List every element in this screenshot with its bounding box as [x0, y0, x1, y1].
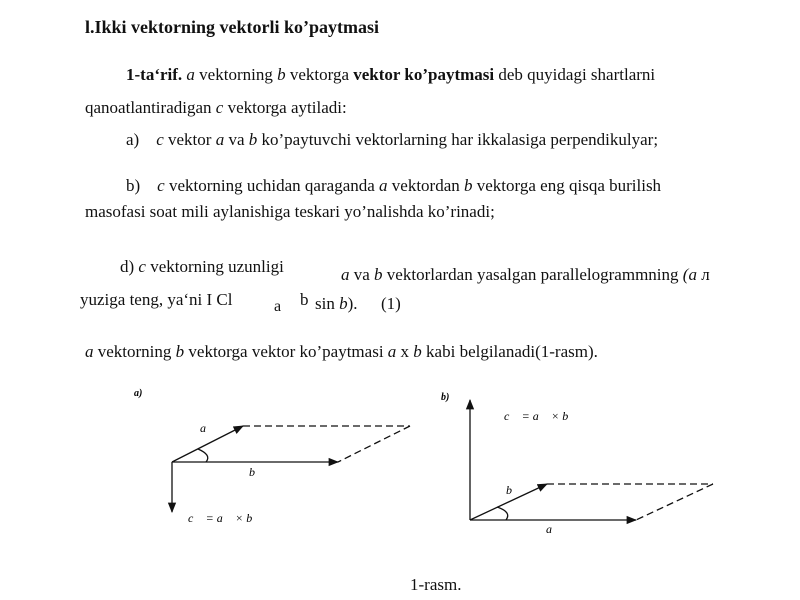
condition-text: vektordan: [391, 176, 460, 195]
angle-arc: [497, 507, 508, 520]
equation-number: (1): [381, 294, 401, 313]
var-b: b: [464, 176, 473, 195]
item-marker: d): [120, 257, 135, 276]
notation-text: vektorning: [97, 342, 172, 361]
var-a: a: [85, 342, 94, 361]
definition-text: vektorning: [199, 65, 273, 84]
formula-var-b: b: [300, 290, 309, 309]
notation-text: kabi belgilanadi(1-rasm).: [426, 342, 598, 361]
definition-label: 1-ta‘rif.: [126, 65, 183, 84]
vector-c-formula: c⃗ = a⃗ × b⃗: [504, 409, 578, 423]
vector-a-label: a⃗: [200, 421, 216, 435]
figure-b: [441, 392, 713, 536]
condition-text: vektorga eng qisqa burilish: [476, 176, 662, 195]
var-b: b: [248, 130, 258, 149]
var-b: b: [413, 342, 422, 361]
definition-text: qanoatlantiradigan: [85, 98, 212, 117]
condition-text: ko’paytuvchi vektorlarning har ikkalasiga perpendikulyar;: [261, 130, 659, 149]
condition-d-line-2: yuziga teng, ya‘ni I Cl: [80, 290, 233, 309]
figure-caption: 1-rasm.: [410, 575, 462, 594]
cross-sign: x: [400, 342, 410, 361]
condition-text: va: [353, 265, 370, 284]
definition-text: vektorga aytiladi:: [227, 98, 347, 117]
notation-text: vektorga vektor ko’paytmasi: [188, 342, 384, 361]
figure-a: [134, 388, 410, 525]
condition-b-line-2: masofasi soat mili aylanishiga teskari yo’nalishda ko’rinadi;: [85, 202, 495, 221]
parallelogram-right-edge: [338, 426, 410, 462]
condition-text: vektor: [168, 130, 212, 149]
condition-text: vektorning uchidan qaraganda: [168, 176, 375, 195]
var-c: c: [157, 176, 165, 195]
vector-c-formula: c⃗ = a⃗ × b⃗: [188, 511, 262, 525]
angle-arc: [198, 449, 208, 462]
item-marker: b): [126, 176, 141, 195]
paren: (: [682, 265, 689, 284]
paren: ).: [347, 294, 358, 313]
var-a: a: [387, 342, 397, 361]
var-a: a: [688, 265, 697, 284]
formula-var-a: a: [274, 298, 282, 315]
sin-function: sin: [315, 294, 335, 313]
var-a: a: [341, 265, 350, 284]
definition-text: deb quyidagi shartlarni: [498, 65, 656, 84]
var-b: b: [175, 342, 185, 361]
figure-a-label: a): [134, 388, 143, 399]
vector-b-label: b⃗: [249, 465, 265, 479]
condition-text: vektorlardan yasalgan parallelogrammning: [386, 265, 679, 284]
condition-text: va: [228, 130, 245, 149]
var-c: c: [156, 130, 164, 149]
section-heading: l.Ikki vektorning vektorli ko’paytmasi: [85, 17, 380, 37]
var-b: b: [339, 294, 348, 313]
item-marker: a): [126, 130, 140, 149]
var-b: b: [277, 65, 286, 84]
defined-term: vektor ko’paytmasi: [353, 65, 495, 84]
parallelogram-right-edge: [636, 484, 713, 520]
condition-text: л: [701, 265, 710, 284]
vector-b-label: b⃗: [506, 483, 522, 497]
condition-text: vektorning uzunligi: [150, 257, 284, 276]
var-c: c: [138, 257, 146, 276]
var-b: b: [374, 265, 383, 284]
definition-text: vektorga: [289, 65, 349, 84]
var-c: c: [215, 98, 224, 117]
var-a: a: [379, 176, 388, 195]
var-a: a: [215, 130, 225, 149]
figure-b-label: b): [441, 392, 450, 403]
vector-a-label: a⃗: [546, 522, 562, 536]
var-a: a: [186, 65, 195, 84]
